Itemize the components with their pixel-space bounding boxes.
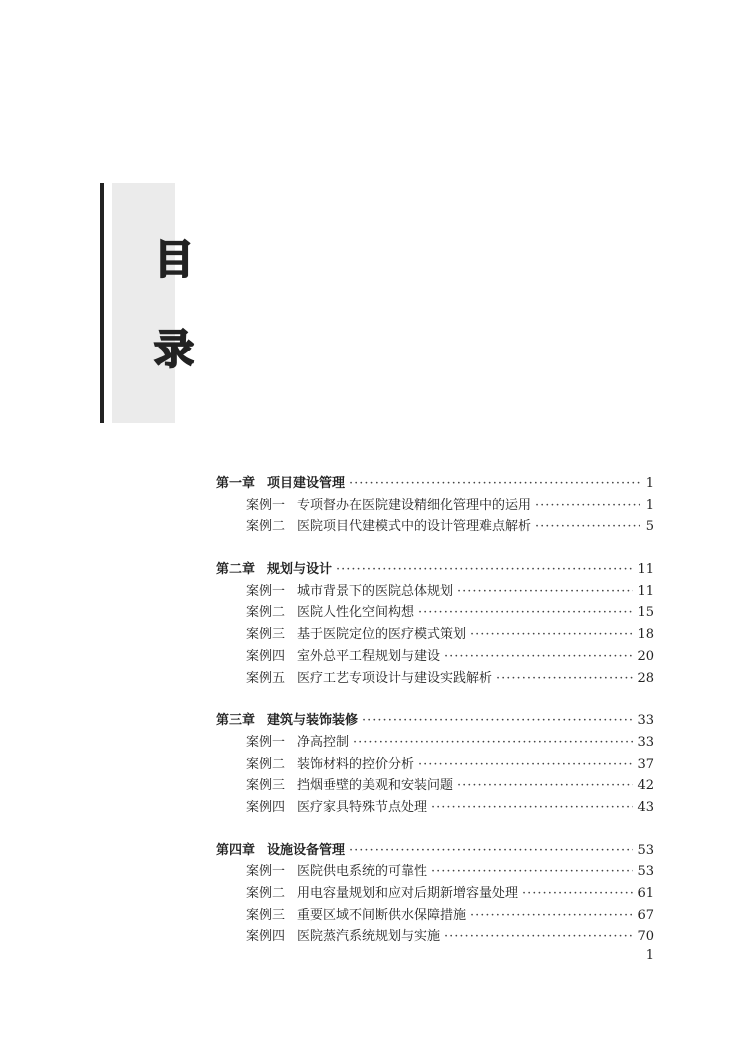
case-entry bbox=[216, 925, 654, 947]
case-entry-title: 医疗家具特殊节点处理 bbox=[297, 799, 428, 815]
case-entry-label: 案例三 bbox=[246, 627, 286, 643]
case-entry bbox=[216, 515, 654, 537]
dot-leader bbox=[362, 713, 633, 728]
toc-chapter bbox=[216, 839, 654, 947]
dot-leader bbox=[336, 562, 633, 577]
case-entry-label: 案例四 bbox=[246, 929, 286, 945]
case-entry bbox=[216, 731, 654, 753]
case-entry-label: 案例二 bbox=[246, 605, 286, 621]
case-entry bbox=[216, 860, 654, 882]
case-entry-title: 城市背景下的医院总体规划 bbox=[297, 583, 454, 599]
case-entry-page: 43 bbox=[637, 799, 654, 815]
title-background-panel bbox=[112, 183, 175, 423]
case-entry-title: 净高控制 bbox=[297, 734, 350, 750]
case-entry-title: 重要区域不间断供水保障措施 bbox=[297, 907, 467, 923]
case-entry-label: 案例四 bbox=[246, 648, 286, 664]
dot-leader bbox=[418, 757, 633, 772]
chapter-entry bbox=[216, 839, 654, 861]
case-entry-title: 装饰材料的控价分析 bbox=[297, 756, 415, 772]
dot-leader bbox=[431, 800, 633, 815]
case-entry-title: 室外总平工程规划与建设 bbox=[297, 648, 441, 664]
toc-chapter bbox=[216, 558, 654, 688]
case-entry-page: 42 bbox=[637, 778, 654, 794]
case-entry-page: 5 bbox=[645, 519, 654, 535]
dot-leader bbox=[418, 605, 633, 620]
chapter-entry bbox=[216, 472, 654, 494]
case-entry bbox=[216, 645, 654, 667]
case-entry-page: 70 bbox=[637, 929, 654, 945]
dot-leader bbox=[431, 864, 633, 879]
case-entry-label: 案例二 bbox=[246, 886, 286, 901]
case-entry-label: 案例四 bbox=[246, 799, 286, 815]
page-number: 1 bbox=[645, 948, 654, 963]
case-entry-page: 1 bbox=[645, 497, 654, 513]
toc-chapter bbox=[216, 472, 654, 537]
case-entry-label: 案例三 bbox=[246, 907, 286, 923]
case-entry bbox=[216, 774, 654, 796]
chapter-entry bbox=[216, 558, 654, 580]
case-entry-page: 37 bbox=[637, 756, 654, 772]
case-entry-label: 案例一 bbox=[246, 864, 286, 880]
dot-leader bbox=[353, 735, 633, 750]
case-entry-label: 案例一 bbox=[246, 497, 286, 513]
case-entry-page: 67 bbox=[637, 907, 654, 923]
chapter-entry-page: 53 bbox=[637, 842, 654, 858]
case-entry-title: 专项督办在医院建设精细化管理中的运用 bbox=[297, 497, 532, 513]
case-entry-title: 医院蒸汽系统规划与实施 bbox=[297, 929, 441, 945]
case-entry bbox=[216, 796, 654, 818]
dot-leader bbox=[522, 886, 633, 901]
chapter-entry-label: 第三章 bbox=[216, 713, 256, 729]
chapter-entry-title: 设施设备管理 bbox=[267, 842, 346, 858]
case-entry-page: 61 bbox=[637, 886, 654, 901]
chapter-entry-page: 33 bbox=[637, 713, 654, 729]
case-entry-title: 用电容量规划和应对后期新增容量处理 bbox=[297, 886, 519, 901]
chapter-entry-title: 规划与设计 bbox=[267, 562, 333, 578]
case-entry bbox=[216, 601, 654, 623]
dot-leader bbox=[470, 627, 633, 642]
dot-leader bbox=[444, 929, 633, 944]
dot-leader bbox=[444, 649, 633, 664]
chapter-entry-page: 11 bbox=[637, 562, 654, 578]
chapter-entry-label: 第一章 bbox=[216, 476, 256, 491]
case-entry-label: 案例三 bbox=[246, 778, 286, 794]
dot-leader bbox=[457, 584, 633, 599]
case-entry-page: 18 bbox=[637, 627, 654, 643]
case-entry bbox=[216, 667, 654, 689]
case-entry bbox=[216, 904, 654, 926]
chapter-entry bbox=[216, 709, 654, 731]
case-entry bbox=[216, 623, 654, 645]
case-entry-title: 医院项目代建模式中的设计管理难点解析 bbox=[297, 519, 532, 535]
chapter-entry-title: 建筑与装饰装修 bbox=[267, 713, 359, 729]
case-entry-label: 案例二 bbox=[246, 756, 286, 772]
dot-leader bbox=[349, 843, 633, 858]
dot-leader bbox=[470, 908, 633, 923]
dot-leader bbox=[535, 519, 640, 534]
dot-leader bbox=[457, 778, 633, 793]
title-block bbox=[100, 183, 194, 423]
case-entry-title: 医院人性化空间构想 bbox=[297, 605, 415, 621]
case-entry bbox=[216, 580, 654, 602]
case-entry-page: 11 bbox=[637, 583, 654, 599]
dot-leader bbox=[535, 498, 640, 513]
case-entry-title: 医疗工艺专项设计与建设实践解析 bbox=[297, 670, 493, 686]
case-entry-page: 20 bbox=[637, 648, 654, 664]
chapter-entry-title: 项目建设管理 bbox=[267, 476, 346, 491]
case-entry-label: 案例一 bbox=[246, 734, 286, 750]
case-entry-page: 33 bbox=[637, 734, 654, 750]
chapter-entry-label: 第四章 bbox=[216, 842, 256, 858]
case-entry bbox=[216, 753, 654, 775]
case-entry-title: 医院供电系统的可靠性 bbox=[297, 864, 428, 880]
case-entry-label: 案例二 bbox=[246, 519, 286, 535]
title-vertical-bar bbox=[100, 183, 104, 423]
case-entry-page: 28 bbox=[637, 670, 654, 686]
dot-leader bbox=[349, 476, 640, 491]
table-of-contents bbox=[216, 472, 654, 968]
case-entry-label: 案例五 bbox=[246, 670, 286, 686]
case-entry-label: 案例一 bbox=[246, 583, 286, 599]
case-entry bbox=[216, 882, 654, 904]
toc-chapter bbox=[216, 709, 654, 817]
chapter-entry-label: 第二章 bbox=[216, 562, 256, 578]
case-entry-title: 基于医院定位的医疗模式策划 bbox=[297, 627, 467, 643]
case-entry-page: 15 bbox=[637, 605, 654, 621]
chapter-entry-page: 1 bbox=[645, 476, 654, 491]
case-entry-page: 53 bbox=[637, 864, 654, 880]
case-entry-title: 挡烟垂壁的美观和安装问题 bbox=[297, 778, 454, 794]
case-entry bbox=[216, 494, 654, 516]
title-char-2: 录 bbox=[154, 327, 194, 373]
dot-leader bbox=[496, 671, 633, 686]
title-char-1: 目 bbox=[154, 237, 194, 283]
